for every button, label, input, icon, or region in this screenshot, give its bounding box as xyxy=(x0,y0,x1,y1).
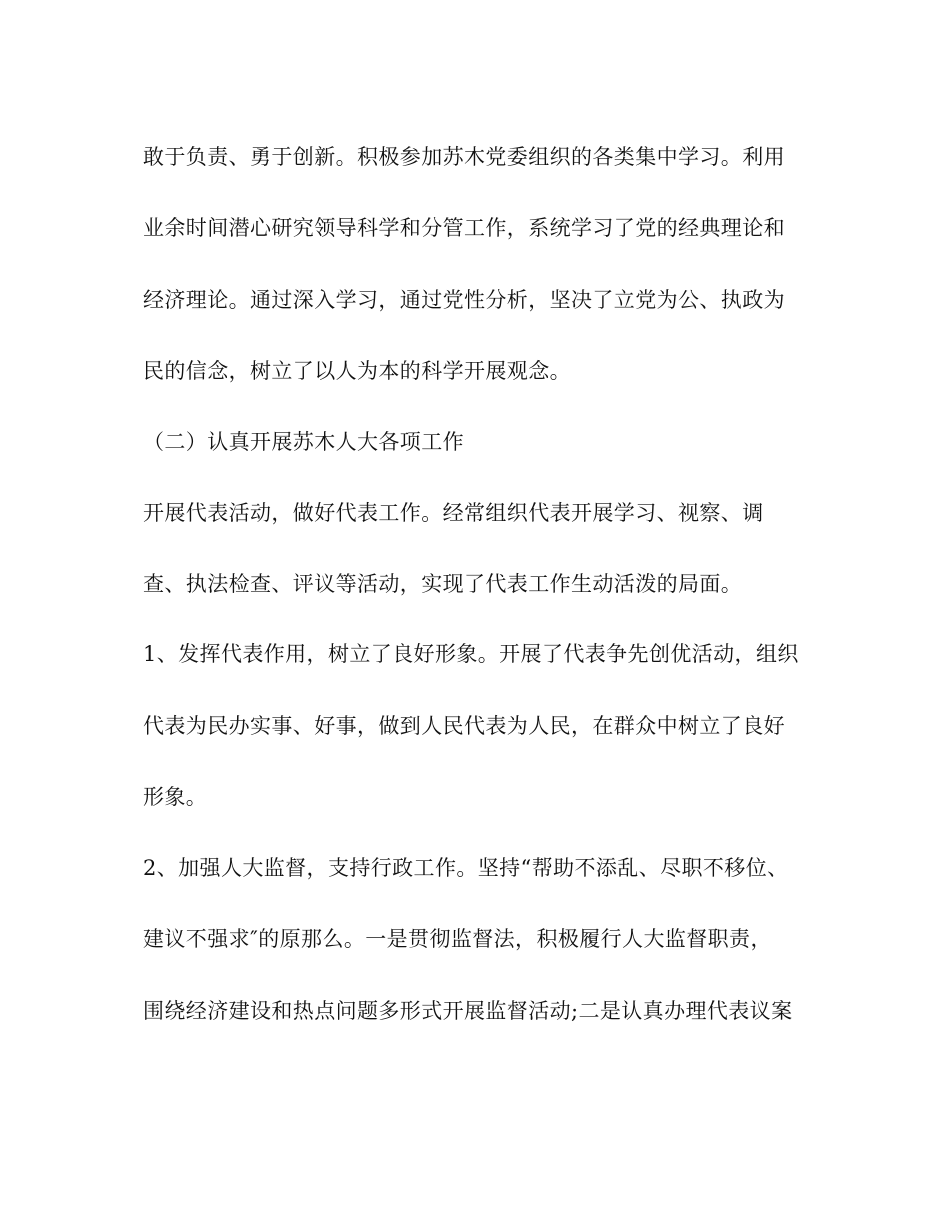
text-line: 经济理论。通过深入学习，通过党性分析，坚决了立党为公、执政为 xyxy=(143,288,785,312)
text-line: 业余时间潜心研究领导科学和分管工作，系统学习了党的经典理论和 xyxy=(143,216,785,240)
text-line: 1、发挥代表作用，树立了良好形象。开展了代表争先创优活动，组织 xyxy=(143,642,799,666)
text-line: 形象。 xyxy=(143,785,208,809)
text-line: 2、加强人大监督，支持行政工作。坚持“帮助不添乱、尽职不移位、 xyxy=(143,856,789,880)
text-line: 围绕经济建设和热点问题多形式开展监督活动;二是认真办理代表议案 xyxy=(143,999,793,1023)
section-heading: （二）认真开展苏木人大各项工作 xyxy=(143,430,464,454)
text-line: 代表为民办实事、好事，做到人民代表为人民，在群众中树立了良好 xyxy=(143,714,785,738)
text-line: 开展代表活动，做好代表工作。经常组织代表开展学习、视察、调 xyxy=(143,501,764,525)
text-line: 查、执法检查、评议等活动，实现了代表工作生动活泼的局面。 xyxy=(143,572,743,596)
text-line: 敢于负责、勇于创新。积极参加苏木党委组织的各类集中学习。利用 xyxy=(143,145,785,169)
text-line: 民的信念，树立了以人为本的科学开展观念。 xyxy=(143,359,571,383)
text-line: 建议不强求″的原那么。一是贯彻监督法，积极履行人大监督职责， xyxy=(143,927,772,951)
